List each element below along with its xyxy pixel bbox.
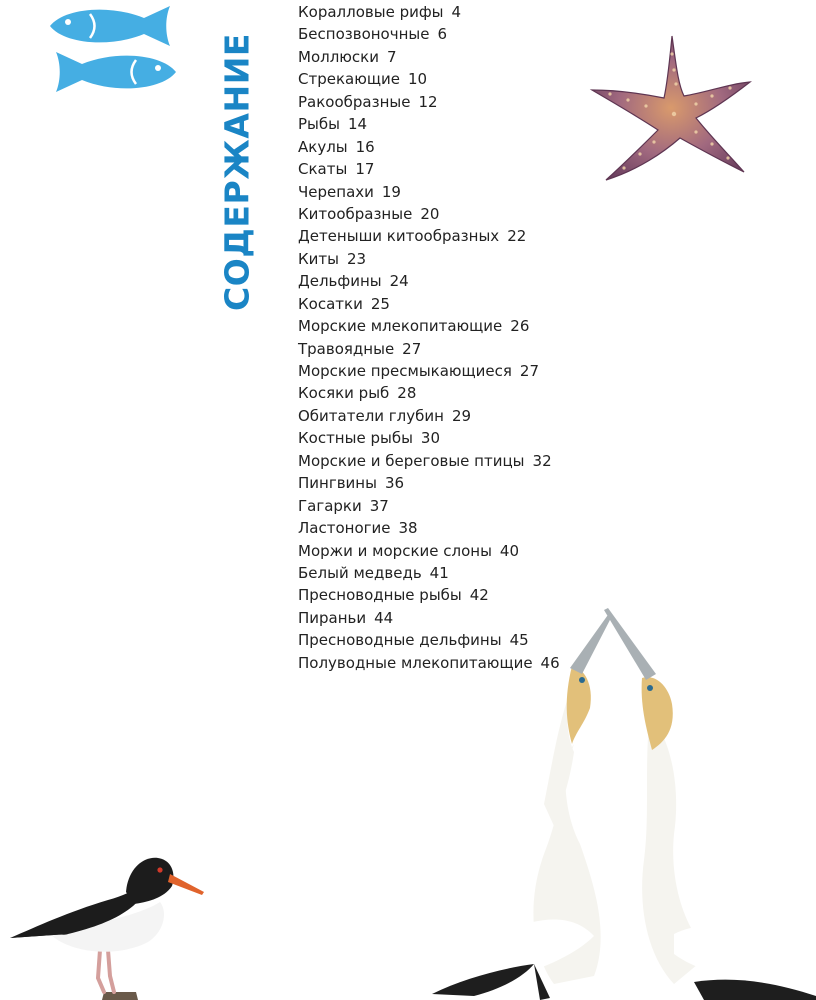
page-title-text: СОДЕРЖАНИЕ: [217, 32, 257, 312]
page-title: [214, 2, 260, 342]
toc-entry[interactable]: [298, 495, 560, 517]
toc-entry-page: 7: [386, 47, 397, 66]
toc-entry-title: Пираньи: [298, 608, 367, 627]
toc-entry-title: Костные рыбы: [298, 429, 413, 448]
toc-entry-page: 45: [509, 631, 529, 650]
toc-entry[interactable]: [298, 427, 560, 449]
toc-entry[interactable]: [298, 472, 560, 494]
toc-entry-title: Обитатели глубин: [298, 406, 444, 425]
toc-entry-page: 27: [519, 362, 540, 380]
fish-icon: [44, 4, 182, 48]
toc-entry-title: Ракообразные: [298, 92, 411, 111]
toc-entry-title: Киты: [298, 249, 339, 268]
toc-entry-page: 30: [420, 429, 441, 448]
toc-entry-title: Беспозвоночные: [298, 25, 430, 44]
toc-entry-title: Косяки рыб: [298, 384, 390, 403]
toc-entry-page: 32: [532, 451, 552, 470]
toc-entry-title: Черепахи: [298, 182, 374, 201]
toc-entry[interactable]: [298, 248, 560, 270]
toc-entry-page: 26: [510, 317, 530, 336]
toc-entry[interactable]: [298, 181, 560, 203]
toc-entry-title: Моржи и морские слоны: [298, 541, 492, 560]
toc-entry-page: 41: [429, 563, 449, 582]
toc-entry[interactable]: [298, 68, 560, 90]
toc-entry-page: 38: [398, 519, 418, 538]
toc-entry-page: 36: [384, 474, 405, 493]
toc-entry-title: Пингвины: [298, 474, 377, 493]
toc-entry[interactable]: [298, 293, 560, 315]
toc-entry-title: Морские млекопитающие: [298, 317, 503, 336]
toc-entry-title: Косатки: [298, 294, 363, 313]
toc-entry-title: Морские и береговые птицы: [298, 451, 525, 470]
toc-entry-page: 17: [355, 160, 375, 179]
toc-entry-title: Полуводные млекопитающие: [298, 653, 533, 672]
toc-entry-page: 25: [370, 294, 390, 313]
toc-entry-page: 46: [540, 653, 560, 672]
toc-entry-page: 29: [451, 406, 472, 425]
toc-entry-page: 23: [346, 249, 367, 268]
toc-entry-title: Дельфины: [298, 272, 382, 291]
toc-entry[interactable]: [298, 203, 560, 225]
toc-entry[interactable]: [298, 315, 560, 337]
toc-entry-title: Морские пресмыкающиеся: [298, 362, 512, 380]
toc-entry-title: Китообразные: [298, 204, 413, 223]
toc-entry-page: 6: [437, 25, 448, 44]
toc-entry[interactable]: [298, 158, 560, 180]
fish-icon: [44, 50, 182, 94]
toc-list: [298, 1, 560, 674]
oystercatcher-bird-image: [8, 846, 206, 1000]
toc-entry-title: Акулы: [298, 137, 348, 156]
toc-entry[interactable]: [298, 382, 560, 404]
toc-entry-title: Рыбы: [298, 115, 340, 134]
toc-entry-title: Гагарки: [298, 496, 362, 515]
toc-entry-page: 42: [469, 586, 489, 605]
toc-entry-title: Ластоногие: [298, 519, 391, 538]
toc-entry[interactable]: [298, 46, 560, 68]
toc-entry-page: 37: [369, 496, 389, 515]
toc-entry-page: 20: [420, 204, 440, 223]
toc-entry[interactable]: [298, 338, 560, 360]
toc-entry-title: Стрекающие: [298, 70, 400, 89]
toc-entry[interactable]: [298, 540, 560, 562]
toc-entry[interactable]: [298, 517, 560, 539]
toc-entry-page: 16: [355, 137, 375, 156]
toc-entry[interactable]: [298, 562, 560, 584]
toc-entry-page: 14: [347, 115, 368, 134]
toc-entry-page: 27: [402, 339, 422, 358]
toc-entry-title: Белый медведь: [298, 563, 422, 582]
toc-entry[interactable]: [298, 136, 560, 158]
toc-entry-title: Коралловые рифы: [298, 3, 444, 21]
toc-entry[interactable]: [298, 91, 560, 113]
toc-entry-page: 40: [499, 541, 520, 560]
toc-entry-page: 4: [451, 3, 462, 21]
toc-entry[interactable]: [298, 225, 560, 247]
toc-entry-title: Моллюски: [298, 47, 379, 66]
toc-entry-page: 10: [407, 70, 428, 89]
toc-entry-title: Травоядные: [298, 339, 395, 358]
gannets-pair-image: [424, 604, 816, 1000]
toc-entry-page: 28: [397, 384, 417, 403]
toc-entry-page: 44: [374, 608, 394, 627]
starfish-image: [588, 34, 754, 184]
toc-entry-title: Детеныши китообразных: [298, 227, 500, 246]
toc-entry-page: 19: [381, 182, 401, 201]
toc-entry[interactable]: [298, 1, 560, 23]
toc-entry[interactable]: [298, 270, 560, 292]
toc-entry-page: 24: [389, 272, 409, 291]
toc-entry-page: 12: [418, 92, 438, 111]
toc-entry[interactable]: [298, 113, 560, 135]
toc-entry-title: Пресноводные дельфины: [298, 631, 502, 650]
toc-entry[interactable]: [298, 360, 560, 382]
toc-entry[interactable]: [298, 450, 560, 472]
toc-entry-title: Пресноводные рыбы: [298, 586, 462, 605]
toc-entry-page: 22: [507, 227, 527, 246]
toc-entry[interactable]: [298, 405, 560, 427]
toc-entry[interactable]: [298, 23, 560, 45]
toc-entry-title: Скаты: [298, 160, 348, 179]
